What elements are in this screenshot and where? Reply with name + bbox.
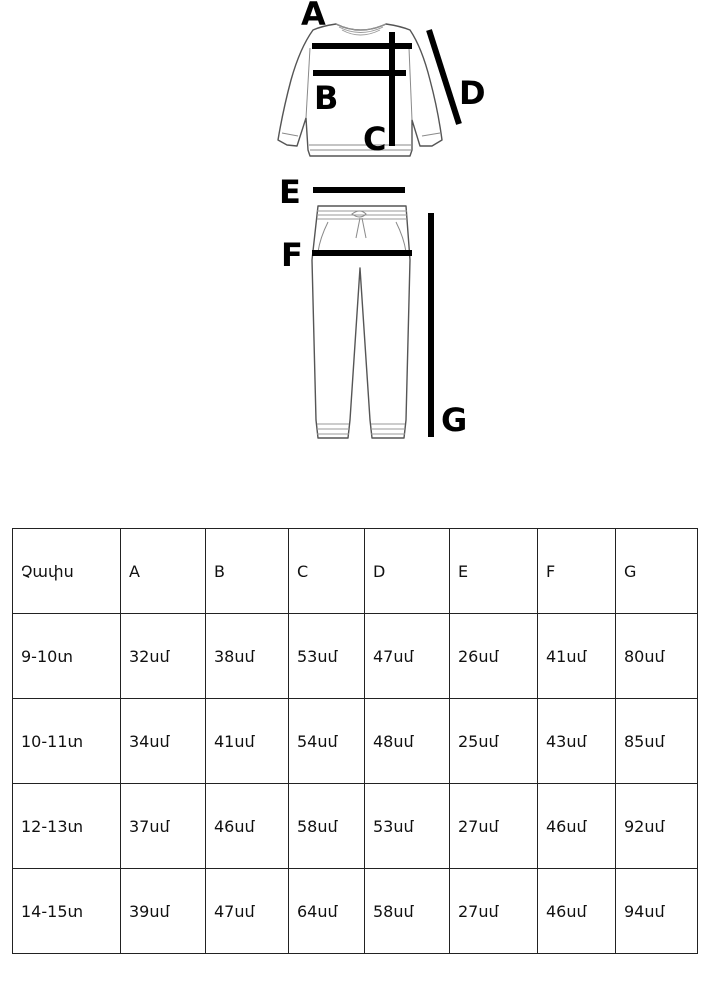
table-cell: 47սմ [365, 614, 450, 699]
table-cell: 10-11տ [13, 699, 121, 784]
label-b: B [314, 79, 339, 117]
table-cell: 54սմ [289, 699, 365, 784]
table-cell: 39սմ [121, 869, 206, 954]
header-a: A [121, 529, 206, 614]
label-e: E [279, 173, 301, 211]
table-row [13, 699, 698, 784]
table-cell: 94սմ [616, 869, 698, 954]
label-c: C [363, 120, 387, 158]
table-cell: 53սմ [365, 784, 450, 869]
table-cell: 48սմ [365, 699, 450, 784]
table-cell: 27սմ [450, 784, 538, 869]
table-cell: 46սմ [538, 784, 616, 869]
header-g: G [616, 529, 698, 614]
header-d: D [365, 529, 450, 614]
header-c: C [289, 529, 365, 614]
table-cell: 12-13տ [13, 784, 121, 869]
table-cell: 47սմ [206, 869, 289, 954]
table-cell: 14-15տ [13, 869, 121, 954]
table-cell: 85սմ [616, 699, 698, 784]
table-cell: 26սմ [450, 614, 538, 699]
table-cell: 53սմ [289, 614, 365, 699]
table-cell: 41սմ [538, 614, 616, 699]
table-cell: 43սմ [538, 699, 616, 784]
table-cell: 46սմ [206, 784, 289, 869]
pants-illustration [312, 206, 410, 438]
table-row [13, 784, 698, 869]
table-header-row [13, 529, 698, 614]
size-diagram [0, 0, 707, 470]
table-cell: 37սմ [121, 784, 206, 869]
table-cell: 27սմ [450, 869, 538, 954]
table-cell: 80սմ [616, 614, 698, 699]
header-e: E [450, 529, 538, 614]
table-cell: 9-10տ [13, 614, 121, 699]
label-d: D [459, 74, 486, 112]
label-f: F [281, 236, 303, 274]
table-cell: 58սմ [365, 869, 450, 954]
table-cell: 25սմ [450, 699, 538, 784]
table-row [13, 869, 698, 954]
table-row [13, 614, 698, 699]
table-cell: 58սմ [289, 784, 365, 869]
table-cell: 64սմ [289, 869, 365, 954]
header-b: B [206, 529, 289, 614]
table-cell: 41սմ [206, 699, 289, 784]
label-g: G [441, 401, 468, 439]
header-size: Չափս [13, 529, 121, 614]
table-cell: 32սմ [121, 614, 206, 699]
header-f: F [538, 529, 616, 614]
table-cell: 46սմ [538, 869, 616, 954]
table-cell: 38սմ [206, 614, 289, 699]
table-cell: 34սմ [121, 699, 206, 784]
label-a: A [301, 0, 326, 33]
table-cell: 92սմ [616, 784, 698, 869]
size-table [12, 528, 698, 954]
